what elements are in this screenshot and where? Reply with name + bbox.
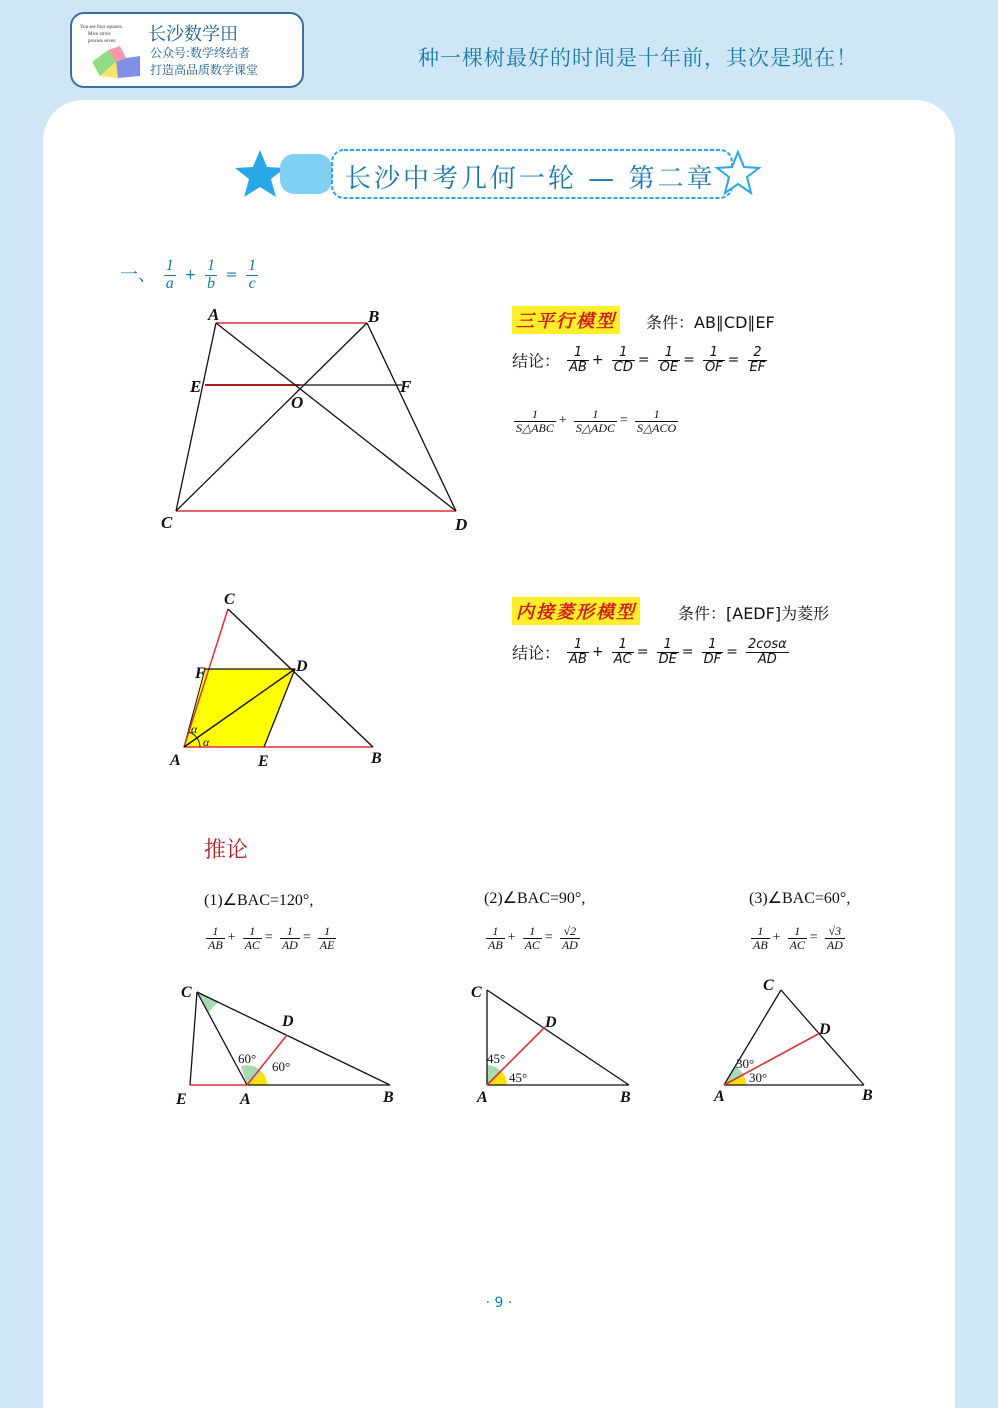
- case1-equation: $\frac{1}{AB}$ + $\frac{1}{AC}$ = $\frac{1}{AD}$ = $\frac{1}{AE}$: [208, 924, 335, 952]
- one: 1: [165, 257, 174, 274]
- b: b: [206, 274, 215, 292]
- label-A: A: [208, 305, 220, 324]
- num: 1: [573, 345, 583, 360]
- label-D: D: [296, 658, 308, 675]
- model1-conclusion: 结论： $\frac{1}{AB}$ + $\frac{1}{CD}$ = $\frac{1}{OE}$ = $\frac{1}{OF}$ = $\frac{2}{EF}$: [512, 345, 766, 375]
- plus: +: [184, 267, 197, 284]
- logo-mini-line-1: You see four squares.: [80, 25, 123, 30]
- label-D: D: [545, 1014, 557, 1031]
- model2-condition: 条件：[AEDF]为菱形: [678, 604, 830, 623]
- num: 2: [753, 345, 762, 360]
- label-C: C: [161, 513, 173, 532]
- angle-label-1: 30°: [736, 1056, 755, 1071]
- label-C: C: [224, 591, 235, 608]
- num: 1: [664, 345, 674, 360]
- conclusion-label: 结论：: [512, 643, 561, 663]
- label-E: E: [258, 753, 269, 770]
- case2-figure: [465, 975, 645, 1110]
- label-B: B: [368, 307, 380, 326]
- label-D: D: [819, 1021, 831, 1038]
- label-C: C: [181, 984, 192, 1001]
- model2-conclusion: 结论： $\frac{1}{AB}$ + $\frac{1}{AC}$ = $\frac{1}{DE}$ = $\frac{1}{DF}$ = $\frac{2\cos\alpha}{AD}$: [512, 637, 787, 667]
- label-B: B: [383, 1089, 394, 1106]
- label-A: A: [477, 1089, 488, 1106]
- section1-heading: [120, 258, 260, 293]
- label-A: A: [170, 752, 181, 769]
- rhombus-figure: [160, 585, 400, 775]
- den: S△ACO: [636, 420, 677, 435]
- den: CD: [613, 359, 633, 375]
- den: AB: [569, 359, 587, 375]
- label-A: A: [714, 1088, 725, 1105]
- angle-label-1: 45°: [487, 1051, 506, 1066]
- den: OE: [659, 359, 679, 375]
- page-number: · 9 ·: [485, 1295, 513, 1311]
- model1-tag: 三平行模型: [512, 306, 620, 334]
- section1-prefix: 一、: [120, 264, 156, 286]
- model2-tag: 内接菱形模型: [512, 597, 640, 625]
- label-C: C: [763, 977, 774, 994]
- c: c: [246, 275, 258, 293]
- logo-mini-line-2: Mice strive: [88, 32, 111, 37]
- case1-figure: [170, 975, 410, 1110]
- case3-equation: $\frac{1}{AB}$ + $\frac{1}{AC}$ = $\frac{√3}{AD}$: [753, 924, 843, 952]
- one: 1: [206, 257, 215, 274]
- case3-condition: (3)∠BAC=60°,: [749, 890, 851, 907]
- angle-label-2: 60°: [272, 1059, 291, 1074]
- case2-condition: (2)∠BAC=90°,: [484, 890, 586, 907]
- label-E: E: [176, 1091, 187, 1108]
- conclusion-label: 结论：: [512, 351, 561, 371]
- label-B: B: [620, 1089, 631, 1106]
- num: 1: [709, 345, 718, 360]
- label-F: F: [400, 377, 412, 396]
- a: a: [165, 274, 174, 292]
- logo-mini-line-3: process seven: [88, 39, 116, 44]
- label-alpha-lower: α: [203, 735, 210, 749]
- logo-title: 长沙数学田: [148, 24, 238, 45]
- inference-title: 推论: [204, 838, 249, 863]
- den: OF: [704, 359, 723, 375]
- case2-equation: $\frac{1}{AB}$ + $\frac{1}{AC}$ = $\frac{√2}{AD}$: [488, 924, 578, 952]
- logo-subtitle-1: 公众号:数学终结者: [150, 46, 251, 60]
- label-D: D: [455, 515, 468, 534]
- label-F: F: [195, 665, 206, 682]
- motto: 种一棵树最好的时间是十年前，其次是现在！: [418, 46, 858, 70]
- chapter-title: 长沙中考几何一轮 — 第二章: [345, 164, 716, 194]
- case3-figure: [705, 970, 885, 1105]
- label-A: A: [240, 1091, 251, 1108]
- label-alpha-upper: α: [191, 722, 198, 736]
- label-O: O: [291, 393, 304, 412]
- den: S△ABC: [516, 420, 554, 435]
- angle-label-2: 30°: [749, 1070, 768, 1085]
- label-C: C: [471, 984, 482, 1001]
- num: 1: [619, 345, 628, 360]
- equals: =: [225, 267, 238, 284]
- den: S△ADC: [575, 420, 616, 435]
- angle-label-2: 45°: [509, 1070, 528, 1085]
- model1-condition: 条件：AB∥CD∥EF: [646, 313, 775, 332]
- logo-subtitle-2: 打造高品质数学课堂: [150, 63, 259, 77]
- den: EF: [749, 359, 766, 375]
- label-E: E: [190, 377, 202, 396]
- label-D: D: [282, 1013, 294, 1030]
- angle-label-1: 60°: [238, 1051, 257, 1066]
- one: 1: [248, 257, 257, 274]
- logo-graphic: [78, 20, 150, 80]
- label-B: B: [862, 1087, 873, 1104]
- case1-condition: (1)∠BAC=120°,: [204, 892, 314, 909]
- label-B: B: [371, 750, 382, 767]
- star-left-icon: [235, 150, 285, 197]
- model1-area-equation: $\frac{1}{\text{S△ABC}}$ + $\frac{1}{\text{S△ADC}}$ = $\frac{1}{\text{S△ACO}}$: [516, 407, 677, 435]
- three-parallel-figure: [150, 300, 490, 540]
